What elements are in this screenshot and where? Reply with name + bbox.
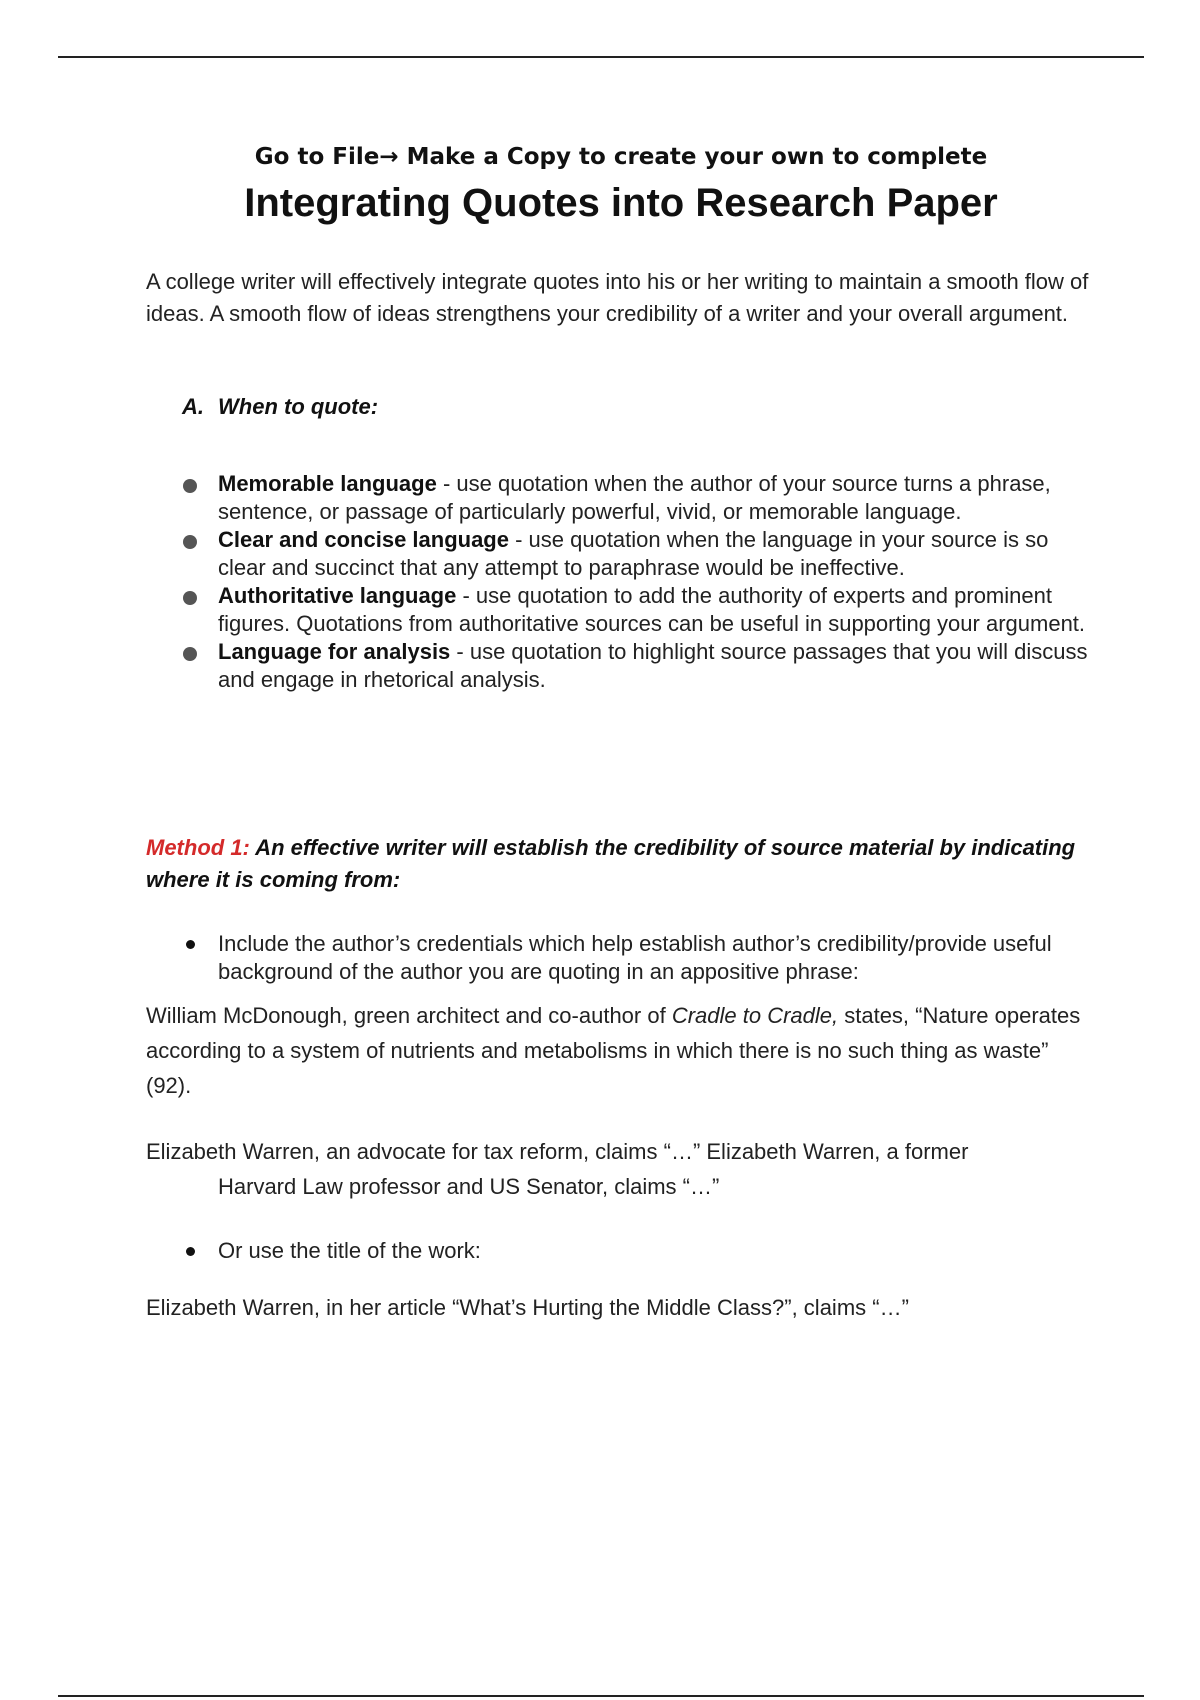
list-item: [146, 526, 1096, 582]
bullet-term: Memorable language: [218, 471, 437, 496]
bullet-text: Include the author’s credentials which help establish author’s credibility/provide useful background of the author you are quoting in an appositive phrase:: [218, 931, 1052, 984]
method-1-heading: [146, 832, 1096, 896]
method-1-label: Method 1:: [146, 835, 250, 860]
bullet-term: Authoritative language: [218, 583, 457, 608]
bullet-text: Or use the title of the work:: [218, 1238, 481, 1263]
bullet-text: - use quotation when the author of your source turns a phrase, sentence, or passage of particularly powerful, vivid, or memorable language.: [218, 471, 1051, 524]
when-to-quote-list: [146, 470, 1096, 694]
bullet-icon: [183, 479, 197, 493]
bullet-icon: [186, 1247, 195, 1256]
example-mcdonough: [146, 998, 1096, 1103]
section-a-heading: [182, 394, 378, 420]
example-text-before: William McDonough, green architect and co-author of: [146, 1003, 672, 1028]
bottom-rule: [58, 1695, 1144, 1697]
example-warren-credentials: [146, 1134, 1096, 1204]
top-rule: [58, 56, 1144, 58]
title-list: [146, 1237, 1096, 1265]
bullet-icon: [183, 647, 197, 661]
bullet-icon: [183, 535, 197, 549]
copy-notice: Go to File→ Make a Copy to create your own to complete: [254, 144, 988, 170]
bullet-text: - use quotation to highlight source passages that you will discuss and engage in rhetorical analysis.: [218, 639, 1088, 692]
example-warren-article: Elizabeth Warren, in her article “What’s Hurting the Middle Class?”, claims “…”: [146, 1295, 909, 1320]
example-line-2: Harvard Law professor and US Senator, claims “…”: [218, 1174, 720, 1199]
method-1-text: An effective writer will establish the credibility of source material by indicating where it is coming from:: [146, 835, 1076, 892]
list-item: [146, 582, 1096, 638]
bullet-text: - use quotation to add the authority of experts and prominent figures. Quotations from authoritative sources can be useful in supporting your argument.: [218, 583, 1086, 636]
list-item: [146, 638, 1096, 694]
list-item: [146, 470, 1096, 526]
bullet-term: Clear and concise language: [218, 527, 509, 552]
bullet-term: Language for analysis: [218, 639, 451, 664]
list-item: [146, 1237, 1096, 1265]
book-title: Cradle to Cradle,: [671, 1003, 839, 1028]
section-a-marker: A.: [182, 394, 204, 419]
bullet-icon: [183, 591, 197, 605]
example-line-1: Elizabeth Warren, an advocate for tax reform, claims “…” Elizabeth Warren, a former: [146, 1139, 969, 1164]
page-title: Integrating Quotes into Research Paper: [244, 181, 998, 225]
example-text-after: states, “Nature operates according to a system of nutrients and metabolisms in which there is no such thing as waste” (92).: [146, 1003, 1081, 1098]
credentials-list: [146, 930, 1096, 986]
bullet-icon: [186, 940, 195, 949]
intro-paragraph: A college writer will effectively integrate quotes into his or her writing to maintain a smooth flow of ideas. A smooth flow of ideas strengthens your credibility of a writer and your overall argument.: [146, 269, 1089, 326]
bullet-text: - use quotation when the language in your source is so clear and succinct that any attempt to paraphrase would be ineffective.: [218, 527, 1049, 580]
list-item: [146, 930, 1096, 986]
section-a-label: When to quote:: [218, 394, 379, 419]
